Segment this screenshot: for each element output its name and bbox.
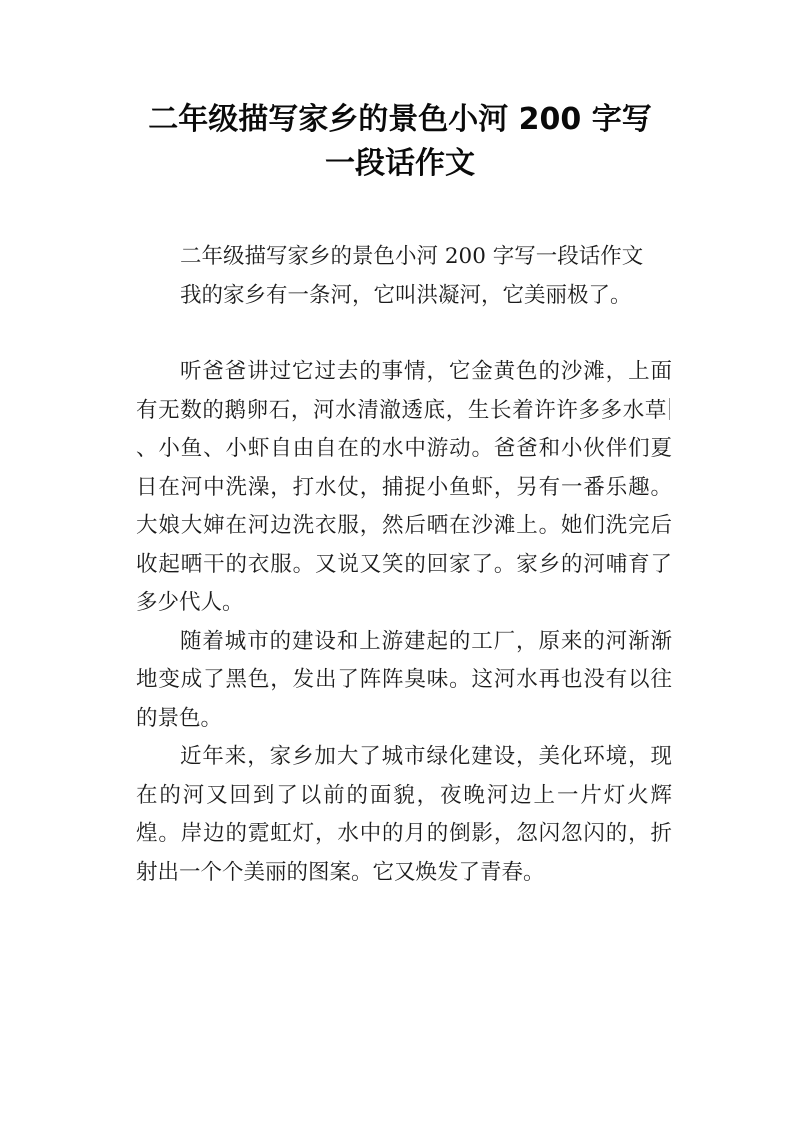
paragraph-recent: 近年来，家乡加大了城市绿化建设，美化环境，现在的河又回到了以前的面貌，夜晚河边上一片灯火辉煌。岸边的霓虹灯，水中的月的倒影，忽闪忽闪的，折射出一个个美丽的图案。它又焕发了青春。 [136,744,672,885]
paragraph-heading-repeat: 二年级描写家乡的景色小河 200 字写一段话作文 [180,244,644,269]
paragraph-past-part-2: 、小鱼、小虾自由自在的水中游动。爸爸和小伙伴们夏日在河中洗澡，打水仗，捕捉小鱼虾，另有一番乐趣。大娘大婶在河边洗衣服，然后晒在沙滩上。她们洗完后收起晒干的衣服。又说又笑的回家了。家乡的河哺育了多少代人。 [136,436,672,615]
paragraph-past [136,353,672,623]
title-line-2: 一段话作文 [325,146,475,181]
document-title [100,98,700,186]
document-body [136,238,672,892]
paragraph-intro: 我的家乡有一条河，它叫洪凝河，它美丽极了。 [180,282,632,308]
title-line-1: 二年级描写家乡的景色小河 200 字写 [148,102,652,137]
paragraph-past-part-1: 听爸爸讲过它过去的事情，它金黄色的沙滩，上面有无数的鹅卵石，河水清澈透底，生长着许许多多水草 [136,359,672,423]
paragraph-pollution: 随着城市的建设和上游建起的工厂，原来的河渐渐地变成了黑色，发出了阵阵臭味。这河水再也没有以往的景色。 [136,628,672,731]
text-cursor-mark [669,398,670,420]
